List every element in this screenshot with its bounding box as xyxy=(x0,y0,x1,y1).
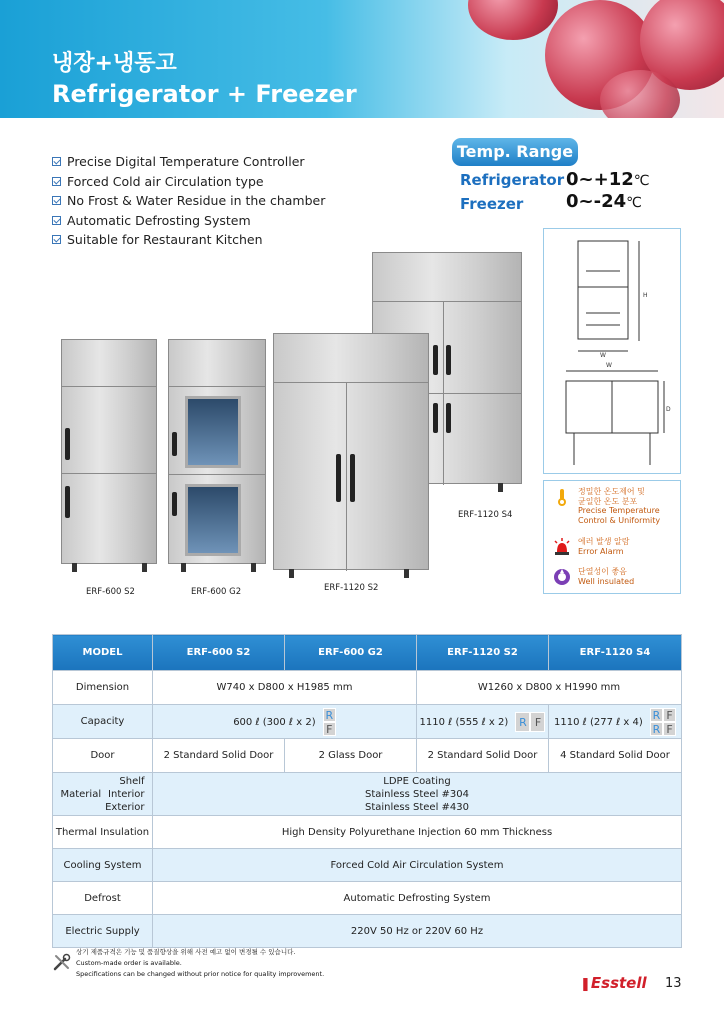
technical-drawing xyxy=(543,228,681,474)
table-row xyxy=(53,773,682,816)
feature-list xyxy=(52,152,325,250)
table-header: ERF-1120 S4 xyxy=(549,635,682,671)
feature-precise-temp: 정밀한 온도제어 및 균일한 온도 분포 Precise Temperature Control & Uniformity xyxy=(552,487,660,525)
table-cell: 1110 ℓ (277 ℓ x 4) R F R F xyxy=(549,705,682,739)
table-cell: Forced Cold Air Circulation System xyxy=(153,849,682,882)
product-image-erf-1120-s2 xyxy=(273,333,429,570)
list-item: Suitable for Restaurant Kitchen xyxy=(52,230,325,250)
table-header: ERF-600 G2 xyxy=(285,635,417,671)
alarm-light-icon xyxy=(552,537,572,557)
table-row xyxy=(53,849,682,882)
table-cell: 2 Standard Solid Door xyxy=(417,739,549,773)
thermometer-icon xyxy=(552,487,572,507)
table-row xyxy=(53,705,682,739)
rf-badge: R F xyxy=(515,712,545,732)
row-label: Thermal Insulation xyxy=(53,816,153,849)
table-cell: 2 Standard Solid Door xyxy=(153,739,285,773)
checkbox-icon xyxy=(52,157,61,166)
list-item: No Frost & Water Residue in the chamber xyxy=(52,191,325,211)
svg-text:W: W xyxy=(606,362,612,369)
rf-badge: $\frac{R}{F}$ xyxy=(323,708,336,736)
product-image-erf-600-s2 xyxy=(61,339,157,564)
table-cell: 220V 50 Hz or 220V 60 Hz xyxy=(153,915,682,948)
row-label: Door xyxy=(53,739,153,773)
brand-logo: ❚Esstell xyxy=(580,974,647,992)
row-label: Dimension xyxy=(53,671,153,705)
row-label: Cooling System xyxy=(53,849,153,882)
product-caption: ERF-1120 S4 xyxy=(458,510,513,520)
svg-text:W: W xyxy=(600,352,606,359)
table-row xyxy=(53,816,682,849)
checkbox-icon xyxy=(52,177,61,186)
row-label: Electric Supply xyxy=(53,915,153,948)
list-item: Precise Digital Temperature Controller xyxy=(52,152,325,172)
table-cell: 1110 ℓ (555 ℓ x 2) R F xyxy=(417,705,549,739)
table-header: ERF-600 S2 xyxy=(153,635,285,671)
table-row xyxy=(53,915,682,948)
rf-badge: R F R F xyxy=(650,708,676,736)
row-label: Defrost xyxy=(53,882,153,915)
page-title: Refrigerator + Freezer xyxy=(52,80,357,108)
insulation-icon xyxy=(552,567,572,587)
freezer-label: Freezer xyxy=(460,195,524,213)
dimension-drawing-icon xyxy=(544,229,682,475)
footer-notes: 상기 제품규격은 기능 및 품질향상을 위해 사전 예고 없이 변경될 수 있습니다. Custom-made order is available. Specifications can be changed without prior notice for quality improvement. xyxy=(76,948,325,978)
checkbox-icon xyxy=(52,216,61,225)
table-row xyxy=(53,882,682,915)
svg-text:D: D xyxy=(666,406,671,413)
checkbox-icon xyxy=(52,235,61,244)
raspberry-image xyxy=(468,0,558,40)
refrigerator-temp: 0~+12℃ xyxy=(566,169,650,190)
svg-text:H: H xyxy=(643,292,648,299)
table-row xyxy=(53,671,682,705)
row-label: Material Shelf Interior Exterior xyxy=(53,773,153,816)
row-label: Capacity xyxy=(53,705,153,739)
page-title-korean: 냉장+냉동고 xyxy=(52,51,177,76)
table-cell: W1260 x D800 x H1990 mm xyxy=(417,671,682,705)
feature-icons-panel xyxy=(543,480,681,594)
table-cell: 4 Standard Solid Door xyxy=(549,739,682,773)
page-number: 13 xyxy=(665,976,682,991)
table-cell: LDPE Coating Stainless Steel #304 Stainless Steel #430 xyxy=(153,773,682,816)
table-header: MODEL xyxy=(53,635,153,671)
product-caption: ERF-1120 S2 xyxy=(324,583,379,593)
table-cell: Automatic Defrosting System xyxy=(153,882,682,915)
temp-range-badge: Temp. Range xyxy=(452,138,578,166)
refrigerator-label: Refrigerator xyxy=(460,171,565,189)
table-row xyxy=(53,739,682,773)
list-item: Automatic Defrosting System xyxy=(52,211,325,231)
table-cell: 2 Glass Door xyxy=(285,739,417,773)
table-header: ERF-1120 S2 xyxy=(417,635,549,671)
spec-table xyxy=(52,634,682,948)
feature-insulated: 단열성이 좋음 Well insulated xyxy=(552,567,634,587)
feature-error-alarm: 에러 발생 알람 Error Alarm xyxy=(552,537,629,557)
list-item: Forced Cold air Circulation type xyxy=(52,172,325,192)
product-caption: ERF-600 S2 xyxy=(86,587,135,597)
product-image-erf-600-g2 xyxy=(168,339,266,564)
checkbox-icon xyxy=(52,196,61,205)
table-header-row xyxy=(53,635,682,671)
freezer-temp: 0~-24℃ xyxy=(566,191,642,212)
table-cell: High Density Polyurethane Injection 60 mm Thickness xyxy=(153,816,682,849)
product-caption: ERF-600 G2 xyxy=(191,587,242,597)
tools-icon xyxy=(52,952,72,972)
table-cell: W740 x D800 x H1985 mm xyxy=(153,671,417,705)
page-header xyxy=(0,0,724,118)
table-cell: 600 ℓ (300 ℓ x 2) $\frac{R}{F}$ xyxy=(153,705,417,739)
